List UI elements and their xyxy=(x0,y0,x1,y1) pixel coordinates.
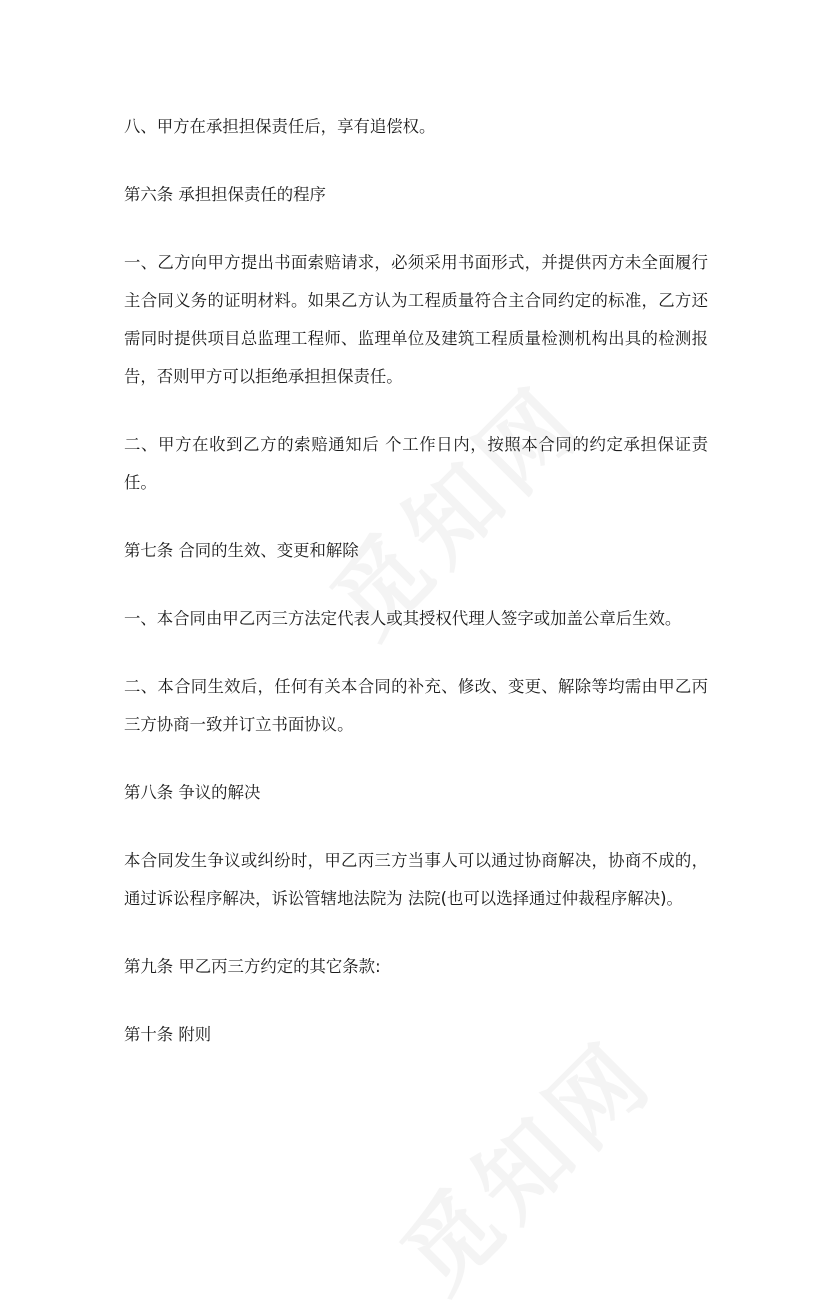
article-10-heading: 第十条 附则 xyxy=(124,1025,212,1044)
article-7-item-2: 二、本合同生效后，任何有关本合同的补充、修改、变更、解除等均需由甲乙丙三方协商一致并订立书面协议。 xyxy=(124,677,708,734)
article-7-item-1: 一、本合同由甲乙丙三方法定代表人或其授权代理人签字或加盖公章后生效。 xyxy=(124,609,682,628)
article-8-heading: 第八条 争议的解决 xyxy=(124,783,261,802)
document-body xyxy=(124,108,708,1054)
article-6-heading: 第六条 承担担保责任的程序 xyxy=(124,185,326,204)
article-9-heading: 第九条 甲乙丙三方约定的其它条款: xyxy=(124,957,381,976)
article-7-heading: 第七条 合同的生效、变更和解除 xyxy=(124,541,359,560)
article-8-body: 本合同发生争议或纠纷时，甲乙丙三方当事人可以通过协商解决，协商不成的，通过诉讼程序解决，诉讼管辖地法院为 法院(也可以选择通过仲裁程序解决)。 xyxy=(124,851,708,908)
article-6-item-2: 二、甲方在收到乙方的索赔通知后 个工作日内，按照本合同的约定承担保证责任。 xyxy=(124,435,708,492)
clause-item-8: 八、甲方在承担担保责任后，享有追偿权。 xyxy=(124,117,436,136)
article-6-item-1: 一、乙方向甲方提出书面索赔请求，必须采用书面形式，并提供丙方未全面履行主合同义务的证明材料。如果乙方认为工程质量符合主合同约定的标准，乙方还需同时提供项目总监理工程师、监理单位及建筑工程质量检测机构出具的检测报告，否则甲方可以拒绝承担担保责任。 xyxy=(124,253,708,386)
